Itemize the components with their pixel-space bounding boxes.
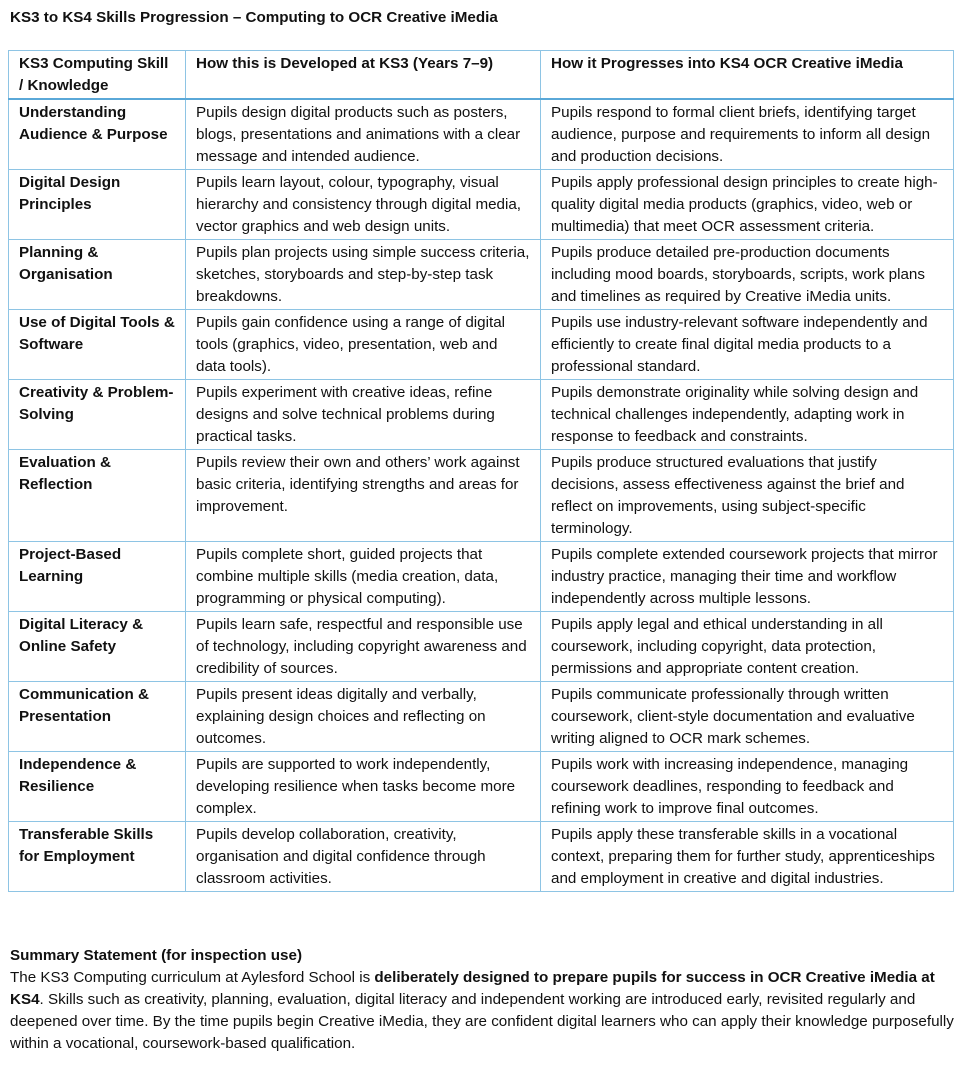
ks3-cell: Pupils review their own and others’ work against basic criteria, identifying strengths and areas for improvement. bbox=[186, 450, 541, 542]
table-row bbox=[9, 752, 954, 822]
table-row bbox=[9, 612, 954, 682]
ks4-cell: Pupils communicate professionally through written coursework, client-style documentation and evaluative writing aligned to OCR mark schemes. bbox=[541, 682, 954, 752]
ks4-cell: Pupils apply professional design principles to create high-quality digital media products (graphics, video, web or multimedia) that meet OCR assessment criteria. bbox=[541, 170, 954, 240]
summary-text-intro: The KS3 Computing curriculum at Aylesford School is bbox=[10, 969, 375, 986]
skills-progression-table bbox=[8, 50, 954, 892]
ks4-cell: Pupils apply these transferable skills in a vocational context, preparing them for further study, apprenticeships and employment in creative and digital industries. bbox=[541, 822, 954, 892]
table-row bbox=[9, 170, 954, 240]
summary-paragraph bbox=[10, 967, 958, 1055]
ks3-cell: Pupils experiment with creative ideas, refine designs and solve technical problems during practical tasks. bbox=[186, 380, 541, 450]
skill-cell: Independence & Resilience bbox=[9, 752, 186, 822]
column-header-ks4: How it Progresses into KS4 OCR Creative iMedia bbox=[541, 51, 954, 100]
document-title: KS3 to KS4 Skills Progression – Computing to OCR Creative iMedia bbox=[10, 9, 498, 26]
ks4-cell: Pupils apply legal and ethical understanding in all coursework, including copyright, data protection, permissions and appropriate content creation. bbox=[541, 612, 954, 682]
table-row bbox=[9, 240, 954, 310]
skill-cell: Digital Literacy & Online Safety bbox=[9, 612, 186, 682]
ks3-cell: Pupils are supported to work independently, developing resilience when tasks become more complex. bbox=[186, 752, 541, 822]
ks3-cell: Pupils design digital products such as posters, blogs, presentations and animations with a clear message and intended audience. bbox=[186, 99, 541, 170]
skill-cell: Transferable Skills for Employment bbox=[9, 822, 186, 892]
skill-cell: Understanding Audience & Purpose bbox=[9, 99, 186, 170]
column-header-skill: KS3 Computing Skill / Knowledge bbox=[9, 51, 186, 100]
table-row bbox=[9, 380, 954, 450]
ks3-cell: Pupils complete short, guided projects that combine multiple skills (media creation, data, programming or physical computing). bbox=[186, 542, 541, 612]
ks4-cell: Pupils produce detailed pre-production documents including mood boards, storyboards, scripts, work plans and timelines as required by Creative iMedia units. bbox=[541, 240, 954, 310]
ks3-cell: Pupils gain confidence using a range of digital tools (graphics, video, presentation, web and data tools). bbox=[186, 310, 541, 380]
ks4-cell: Pupils produce structured evaluations that justify decisions, assess effectiveness against the brief and reflect on improvements, using subject-specific terminology. bbox=[541, 450, 954, 542]
table-row bbox=[9, 542, 954, 612]
ks4-cell: Pupils respond to formal client briefs, identifying target audience, purpose and requirements to inform all design and production decisions. bbox=[541, 99, 954, 170]
ks4-cell: Pupils use industry-relevant software independently and efficiently to create final digital media products to a professional standard. bbox=[541, 310, 954, 380]
ks4-cell: Pupils work with increasing independence, managing coursework deadlines, responding to feedback and refining work to improve final outcomes. bbox=[541, 752, 954, 822]
skill-cell: Project-Based Learning bbox=[9, 542, 186, 612]
ks4-cell: Pupils demonstrate originality while solving design and technical challenges independently, adapting work in response to feedback and constraints. bbox=[541, 380, 954, 450]
ks3-cell: Pupils plan projects using simple success criteria, sketches, storyboards and step-by-step task breakdowns. bbox=[186, 240, 541, 310]
skill-cell: Communication & Presentation bbox=[9, 682, 186, 752]
ks4-cell: Pupils complete extended coursework projects that mirror industry practice, managing their time and workflow independently across multiple lessons. bbox=[541, 542, 954, 612]
table-row bbox=[9, 822, 954, 892]
skill-cell: Creativity & Problem-Solving bbox=[9, 380, 186, 450]
table-row bbox=[9, 99, 954, 170]
skill-cell: Evaluation & Reflection bbox=[9, 450, 186, 542]
column-header-ks3: How this is Developed at KS3 (Years 7–9) bbox=[186, 51, 541, 100]
ks3-cell: Pupils develop collaboration, creativity, organisation and digital confidence through classroom activities. bbox=[186, 822, 541, 892]
summary-text-emphasis: deliberately designed to prepare pupils for success in OCR Creative iMedia at KS4 bbox=[10, 969, 935, 1008]
table-header-row bbox=[9, 51, 954, 100]
skill-cell: Use of Digital Tools & Software bbox=[9, 310, 186, 380]
ks3-cell: Pupils learn safe, respectful and responsible use of technology, including copyright awareness and credibility of sources. bbox=[186, 612, 541, 682]
ks3-cell: Pupils learn layout, colour, typography, visual hierarchy and consistency through digital media, vector graphics and web design units. bbox=[186, 170, 541, 240]
summary-section bbox=[10, 945, 958, 1055]
table-row bbox=[9, 310, 954, 380]
skill-cell: Digital Design Principles bbox=[9, 170, 186, 240]
table-row bbox=[9, 450, 954, 542]
ks3-cell: Pupils present ideas digitally and verbally, explaining design choices and reflecting on outcomes. bbox=[186, 682, 541, 752]
summary-text-rest: . Skills such as creativity, planning, evaluation, digital literacy and independent working are introduced early, revisited regularly and deepened over time. By the time pupils begin Creative iMedia, they are confident digital learners who can apply their knowledge purposefully within a vocational, coursework-based qualification. bbox=[10, 991, 954, 1052]
skill-cell: Planning & Organisation bbox=[9, 240, 186, 310]
summary-heading: Summary Statement (for inspection use) bbox=[10, 947, 302, 964]
table-row bbox=[9, 682, 954, 752]
